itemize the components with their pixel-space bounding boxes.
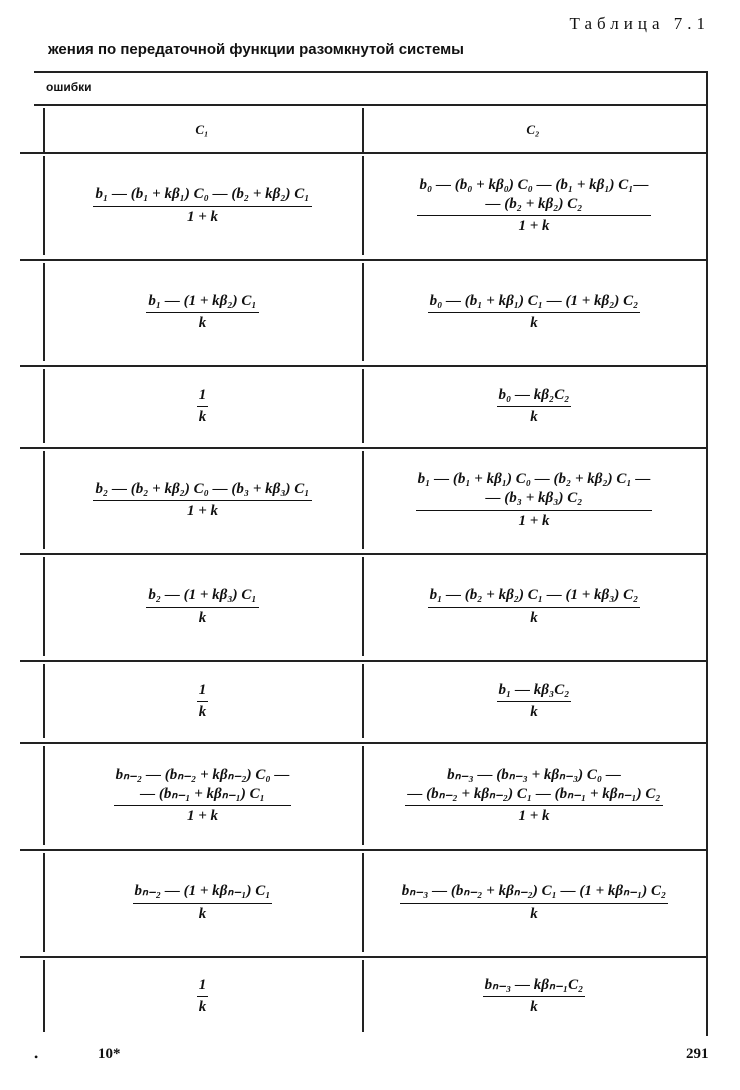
numerator-line: b₁ — (b₁ + kβ₁) C₀ — (b₂ + kβ₂) C₁ — <box>417 471 651 488</box>
formula-cell-c1 <box>45 152 360 259</box>
numerator <box>497 681 572 702</box>
numerator-line: b₁ — (b₁ + kβ₁) C₀ — (b₂ + kβ₂) C₁ <box>95 186 310 203</box>
denominator: 1 + k <box>417 215 650 235</box>
header-errors-label: ошибки <box>46 80 92 94</box>
numerator-line: b₀ — (b₁ + kβ₁) C₁ — (1 + kβ₂) C₂ <box>429 292 639 309</box>
numerator-line: bₙ₋₂ — (bₙ₋₂ + kβₙ₋₂) C₀ — <box>115 766 290 783</box>
denominator: k <box>497 701 572 721</box>
fraction <box>197 386 209 427</box>
numerator <box>197 976 209 997</box>
fraction <box>417 176 650 236</box>
formula-cell-c1 <box>45 660 360 742</box>
numerator <box>133 882 273 903</box>
table-number-label: Таблица 7.1 <box>569 14 710 33</box>
numerator <box>93 480 311 501</box>
formula-cell-c1 <box>45 956 360 1036</box>
table-heading: жения по передаточной функции разомкнутой системы <box>48 41 464 58</box>
left-border-header <box>43 108 45 154</box>
numerator <box>483 976 586 997</box>
numerator-line: b₀ — kβ₂C₂ <box>498 386 570 403</box>
header-rule <box>34 104 706 106</box>
fraction <box>405 766 662 826</box>
denominator: k <box>428 607 641 627</box>
numerator <box>197 681 209 702</box>
numerator <box>405 766 662 806</box>
page-number: 291 <box>686 1046 709 1062</box>
fraction <box>93 480 311 521</box>
numerator <box>416 470 653 510</box>
numerator-line: bₙ₋₃ — (bₙ₋₂ + kβₙ₋₂) C₁ — (1 + kβₙ₋₁) C₂ <box>401 883 667 900</box>
right-border <box>706 71 708 1036</box>
signature-mark: 10* <box>98 1046 121 1062</box>
formula-cell-c2 <box>364 259 704 365</box>
numerator <box>114 766 292 806</box>
denominator: k <box>197 406 209 426</box>
formula-cell-c1 <box>45 259 360 365</box>
denominator: k <box>146 607 258 627</box>
numerator-line: — (bₙ₋₂ + kβₙ₋₂) C₁ — (bₙ₋₁ + kβₙ₋₁) C₂ <box>407 785 661 802</box>
fraction <box>400 882 668 923</box>
fraction <box>497 681 572 722</box>
numerator <box>93 185 311 206</box>
formula-cell-c2 <box>364 956 704 1036</box>
denominator: 1 + k <box>405 805 662 825</box>
numerator-line: — (b₃ + kβ₃) C₂ <box>485 490 583 506</box>
formula-cell-c2 <box>364 660 704 742</box>
numerator-line: bₙ₋₂ — (1 + kβₙ₋₁) C₁ <box>134 883 271 900</box>
numerator-line: 1 <box>198 386 207 403</box>
formula-cell-c2 <box>364 742 704 849</box>
numerator <box>428 586 641 607</box>
numerator-line: b₀ — (b₀ + kβ₀) C₀ — (b₁ + kβ₁) C₁— <box>419 176 649 193</box>
denominator: k <box>483 996 586 1016</box>
formula-cell-c2 <box>364 447 704 553</box>
formula-cell-c1 <box>45 447 360 553</box>
numerator-line: — (bₙ₋₁ + kβₙ₋₁) C₁ <box>140 785 265 802</box>
numerator-line: b₂ — (b₂ + kβ₂) C₀ — (b₃ + kβ₃) C₁ <box>95 480 310 497</box>
fraction <box>197 681 209 722</box>
denominator: k <box>146 312 258 332</box>
denominator: k <box>197 996 209 1016</box>
denominator: k <box>428 312 641 332</box>
numerator <box>146 292 258 313</box>
denominator: 1 + k <box>114 805 292 825</box>
formula-cell-c2 <box>364 849 704 956</box>
fraction <box>146 586 258 627</box>
formula-cell-c1 <box>45 849 360 956</box>
denominator: 1 + k <box>93 206 311 226</box>
numerator-line: — (b₂ + kβ₂) C₂ <box>485 195 583 212</box>
numerator <box>197 386 209 407</box>
denominator: 1 + k <box>93 500 311 520</box>
numerator <box>146 586 258 607</box>
fraction <box>428 586 641 627</box>
numerator-line: b₁ — (b₂ + kβ₂) C₁ — (1 + kβ₃) C₂ <box>429 587 639 604</box>
fraction <box>497 386 572 427</box>
numerator-line: b₂ — (1 + kβ₃) C₁ <box>148 587 257 604</box>
numerator <box>400 882 668 903</box>
fraction <box>133 882 273 923</box>
denominator: 1 + k <box>416 510 653 530</box>
numerator-line: 1 <box>198 976 207 993</box>
formula-cell-c2 <box>364 365 704 447</box>
denominator: k <box>497 406 572 426</box>
formula-cell-c1 <box>45 365 360 447</box>
numerator-line: 1 <box>198 681 207 698</box>
fraction <box>428 292 641 333</box>
numerator-line: b₁ — (1 + kβ₂) C₁ <box>148 292 257 309</box>
stray-mark: • <box>34 1050 39 1064</box>
fraction <box>146 292 258 333</box>
column-header-c1: C₁ <box>195 122 209 137</box>
denominator: k <box>197 701 209 721</box>
top-rule <box>34 71 706 73</box>
middle-border-header <box>362 108 364 154</box>
denominator: k <box>133 903 273 923</box>
formula-cell-c2 <box>364 553 704 660</box>
denominator: k <box>400 903 668 923</box>
numerator-line: bₙ₋₃ — kβₙ₋₁C₂ <box>484 976 584 993</box>
fraction <box>197 976 209 1017</box>
numerator <box>497 386 572 407</box>
formula-cell-c1 <box>45 742 360 849</box>
numerator <box>417 176 650 216</box>
fraction <box>114 766 292 826</box>
numerator-line: bₙ₋₃ — (bₙ₋₃ + kβₙ₋₃) C₀ — <box>447 766 621 783</box>
formula-cell-c1 <box>45 553 360 660</box>
fraction <box>93 185 311 226</box>
column-header-c2: C₂ <box>526 122 540 137</box>
numerator-line: b₁ — kβ₃C₂ <box>498 681 570 698</box>
formula-cell-c2 <box>364 152 704 259</box>
fraction <box>483 976 586 1017</box>
fraction <box>416 470 653 530</box>
numerator <box>428 292 641 313</box>
